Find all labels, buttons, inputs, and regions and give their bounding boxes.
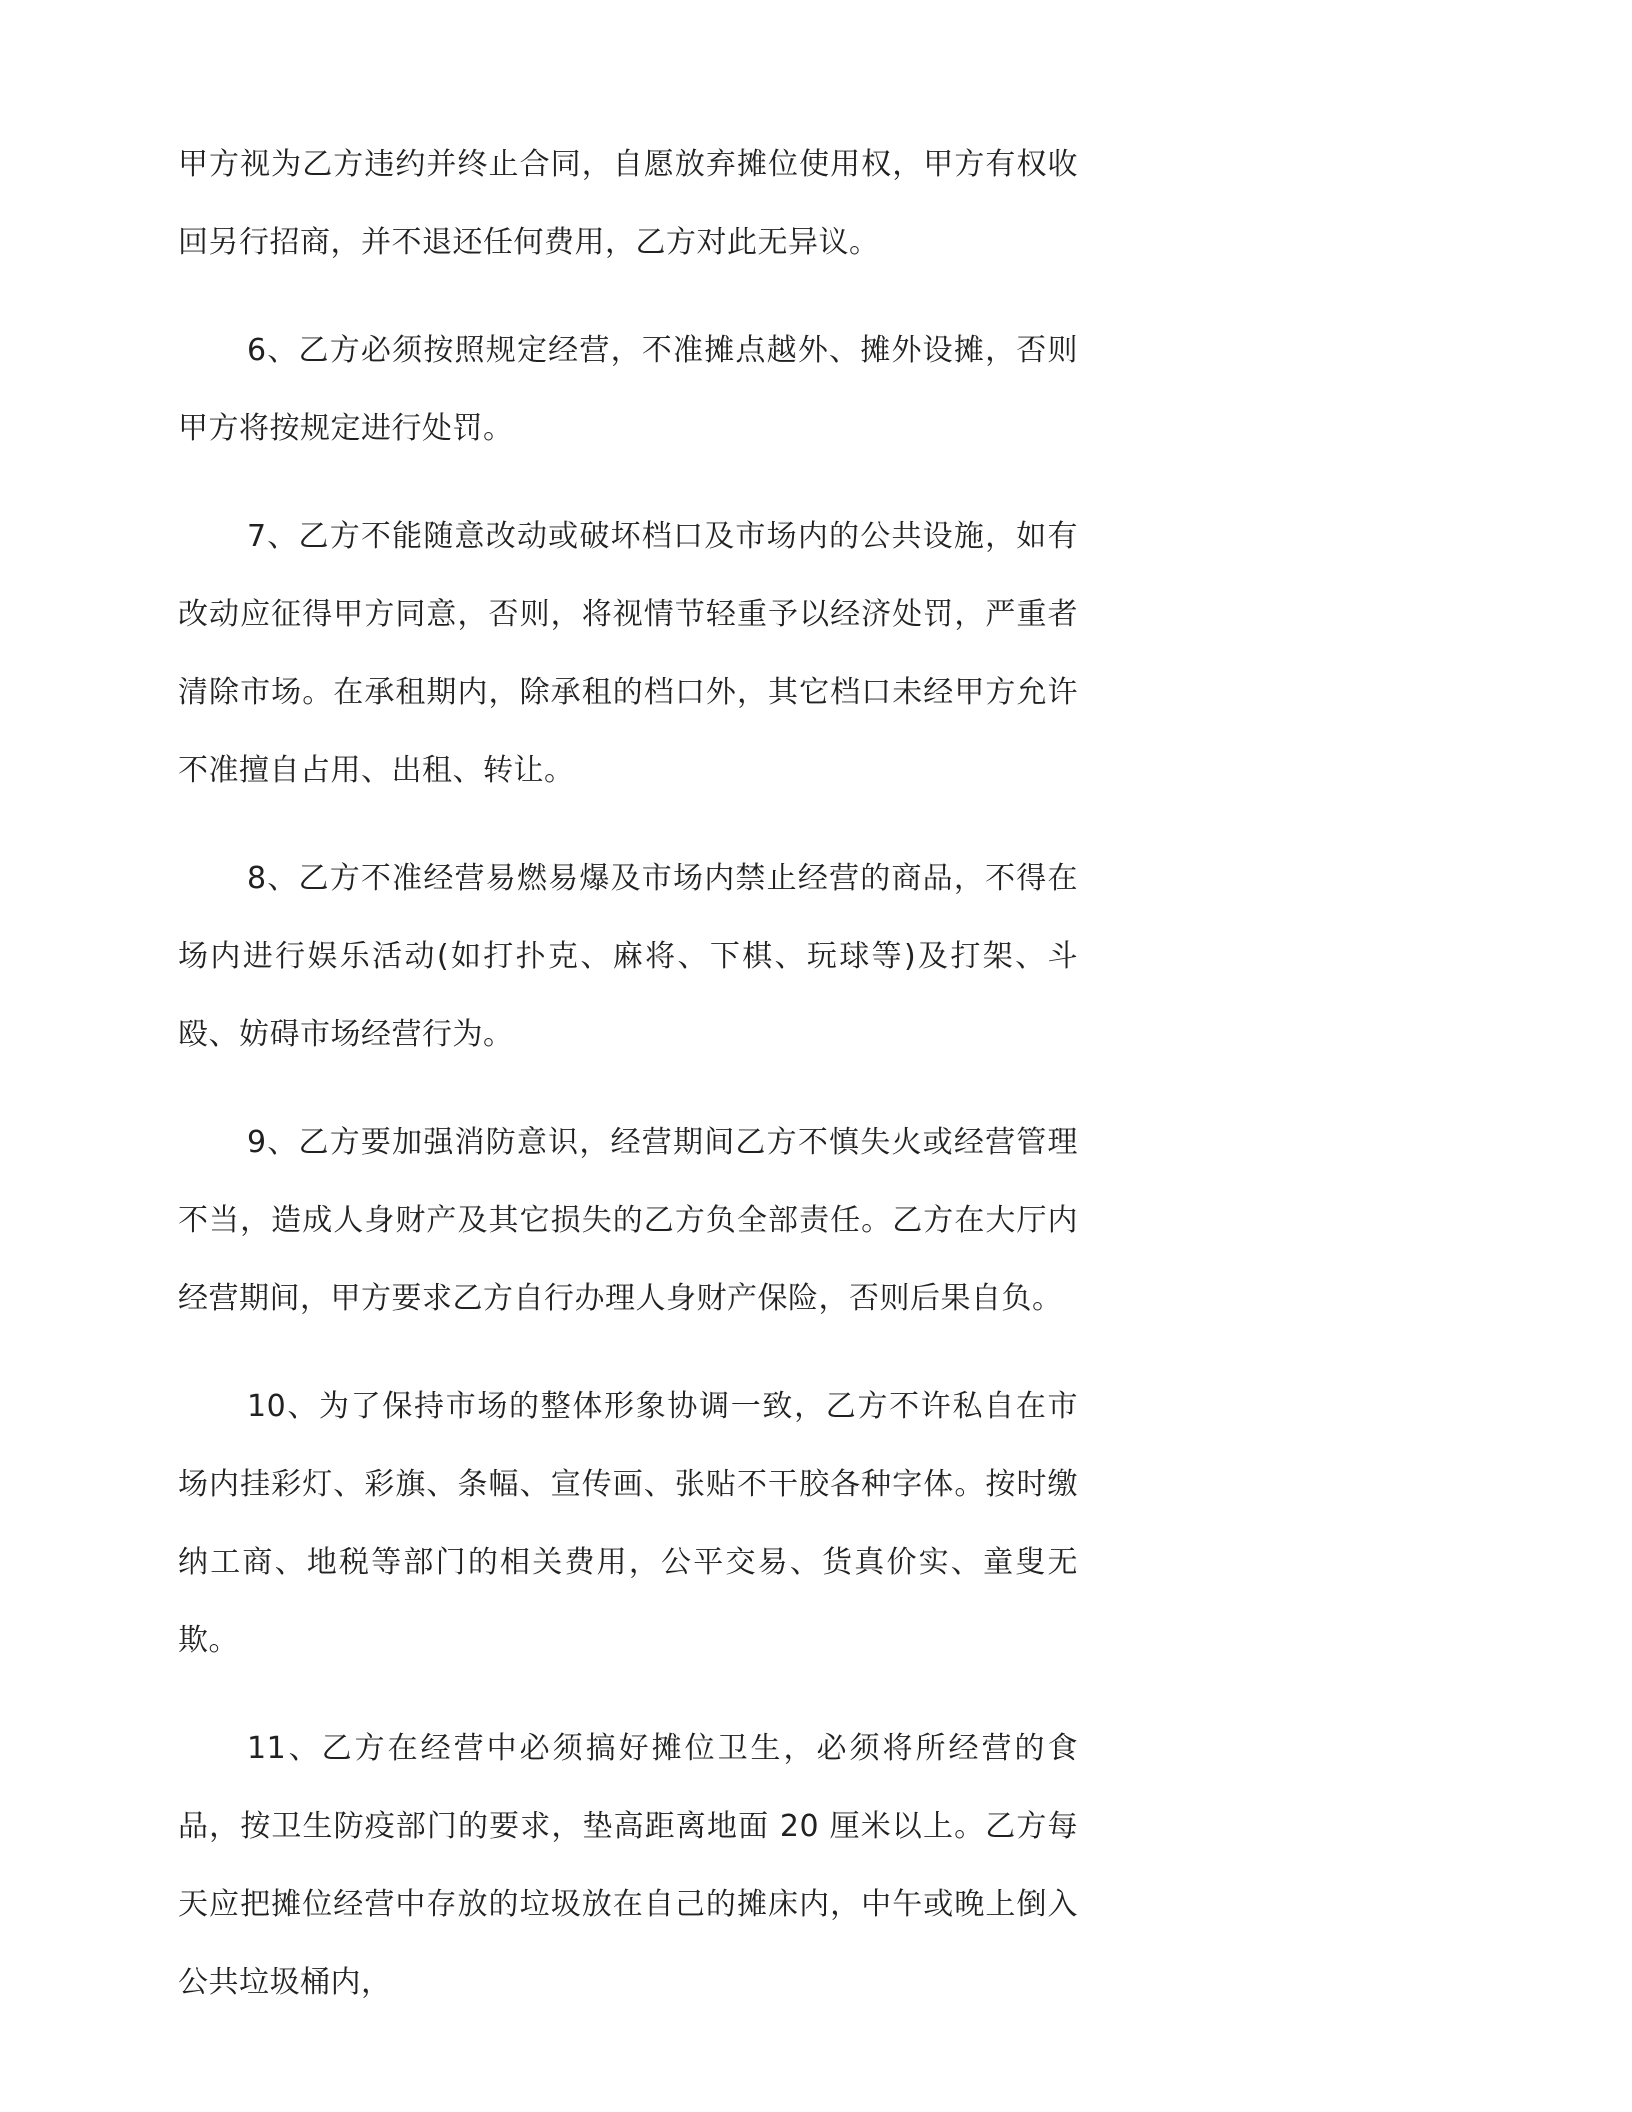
- paragraph-clause-6: 6、乙方必须按照规定经营，不准摊点越外、摊外设摊，否则甲方将按规定进行处罚。: [178, 333, 1078, 446]
- paragraph-continuation: 甲方视为乙方违约并终止合同，自愿放弃摊位使用权，甲方有权收回另行招商，并不退还任何费用，乙方对此无异议。: [178, 147, 1078, 260]
- paragraph-clause-7: 7、乙方不能随意改动或破坏档口及市场内的公共设施，如有改动应征得甲方同意，否则，将视情节轻重予以经济处罚，严重者清除市场。在承租期内，除承租的档口外，其它档口未经甲方允许不准擅自占用、出租、转让。: [178, 519, 1078, 788]
- document-content: [178, 126, 1078, 2052]
- paragraph-clause-10: 10、为了保持市场的整体形象协调一致，乙方不许私自在市场内挂彩灯、彩旗、条幅、宣传画、张贴不干胶各种字体。按时缴纳工商、地税等部门的相关费用，公平交易、货真价实、童叟无欺。: [178, 1389, 1078, 1658]
- paragraph-clause-9: 9、乙方要加强消防意识，经营期间乙方不慎失火或经营管理不当，造成人身财产及其它损失的乙方负全部责任。乙方在大厅内经营期间，甲方要求乙方自行办理人身财产保险，否则后果自负。: [178, 1125, 1078, 1316]
- paragraph-clause-11: 11、乙方在经营中必须搞好摊位卫生，必须将所经营的食品，按卫生防疫部门的要求，垫高距离地面 20 厘米以上。乙方每天应把摊位经营中存放的垃圾放在自己的摊床内，中午或晚上倒入公共垃圾桶内，: [178, 1731, 1078, 2000]
- paragraph-clause-8: 8、乙方不准经营易燃易爆及市场内禁止经营的商品，不得在场内进行娱乐活动(如打扑克、麻将、下棋、玩球等)及打架、斗殴、妨碍市场经营行为。: [178, 861, 1078, 1052]
